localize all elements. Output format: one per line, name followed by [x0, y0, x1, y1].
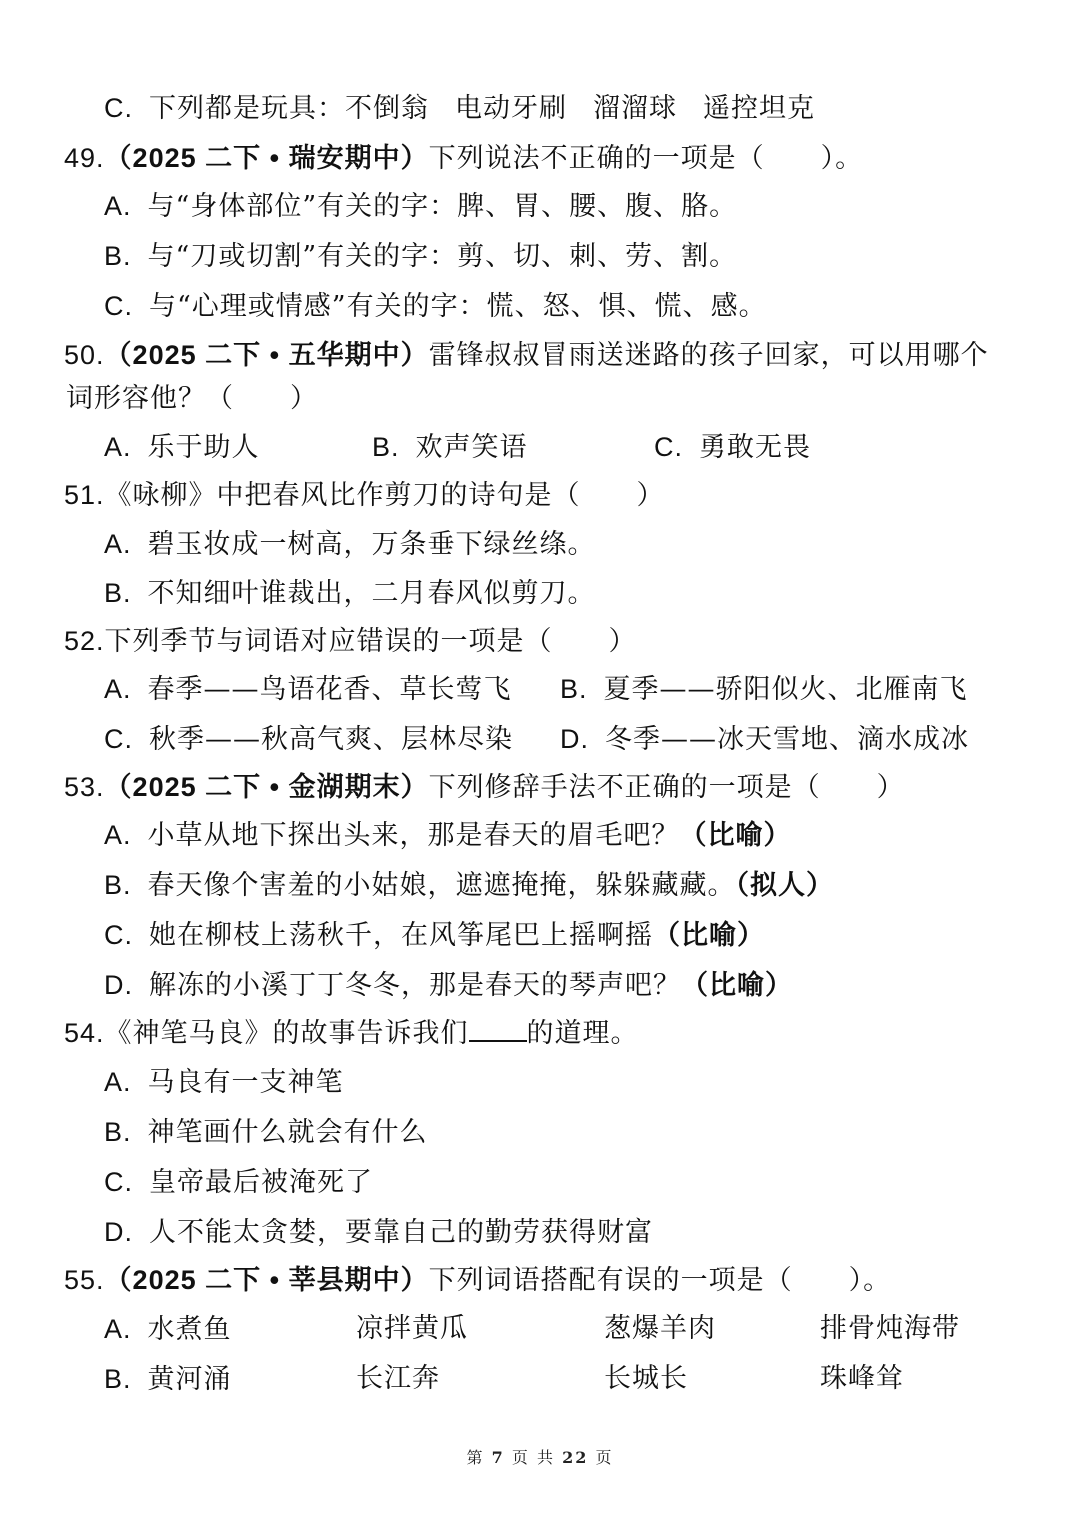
option-c-q52: [104, 721, 513, 758]
option-a-q54: [104, 1064, 344, 1101]
option-d-q54: [104, 1214, 653, 1251]
option-word: 葱爆羊肉: [604, 1313, 716, 1344]
option-text: 电动牙刷: [455, 93, 567, 124]
option-label: A.: [104, 191, 132, 221]
option-text: 皇帝最后被淹死了: [149, 1167, 373, 1198]
option-label: C.: [104, 1167, 133, 1197]
question-50-continued: [66, 381, 318, 417]
question-50: [64, 337, 989, 374]
question-number: 55.: [64, 1265, 105, 1295]
option-text: 黄河涌: [147, 1364, 232, 1395]
option-b-q54: [104, 1114, 428, 1151]
option-text: 马良有一支神笔: [147, 1067, 344, 1098]
option-a-q50: [104, 429, 260, 466]
option-label: C.: [104, 724, 133, 754]
question-text: 下列修辞手法不正确的一项是（ ）: [428, 772, 905, 803]
question-source: （2025 二下 • 金湖期末）: [104, 772, 429, 802]
question-source: （2025 二下 • 莘县期中）: [104, 1265, 429, 1295]
footer-text: 页: [595, 1448, 614, 1467]
question-text: 下列说法不正确的一项是（ ）。: [428, 143, 864, 174]
option-a-q51: [104, 526, 596, 563]
option-label: D.: [104, 970, 133, 1000]
rhetoric-tag: （比喻）: [681, 970, 793, 1001]
option-label: A.: [104, 820, 132, 850]
option-b-q50: [372, 429, 528, 466]
option-text: 春季——鸟语花香、草长莺飞: [147, 674, 512, 705]
option-text: 与“身体部位”有关的字：脾、胃、腰、腹、胳。: [147, 191, 738, 222]
option-b-q55: [104, 1361, 232, 1398]
option-b-q51: [104, 575, 596, 612]
option-text: 溜溜球: [593, 93, 677, 124]
option-text: 遥控坦克: [703, 93, 815, 124]
option-d-q52: [560, 721, 969, 758]
option-label: C.: [654, 432, 683, 462]
option-text: 人不能太贪婪，要靠自己的勤劳获得财富: [149, 1217, 653, 1248]
option-d-q53: [104, 967, 793, 1004]
option-text: 她在柳枝上荡秋千，在风筝尾巴上摇啊摇: [149, 920, 653, 951]
option-b-q52: [560, 671, 968, 708]
option-label: B.: [104, 578, 132, 608]
option-label: A.: [104, 1067, 132, 1097]
option-label: B.: [560, 674, 588, 704]
option-label: B.: [372, 432, 400, 462]
question-text: 下列季节与词语对应错误的一项是（ ）: [104, 626, 637, 657]
question-number: 49.: [64, 143, 105, 173]
question-text: 的道理。: [526, 1018, 639, 1049]
page-footer: [0, 1445, 1080, 1468]
option-text: 乐于助人: [147, 432, 260, 463]
question-52: [64, 623, 637, 660]
option-text: 下列都是玩具：不倒翁: [149, 93, 429, 124]
option-word: 珠峰耸: [820, 1363, 904, 1394]
option-c-q53: [104, 917, 765, 954]
question-51: [64, 477, 665, 514]
rhetoric-tag: （比喻）: [679, 820, 792, 851]
question-55: [64, 1262, 891, 1299]
option-label: C.: [104, 291, 133, 321]
option-a-q52: [104, 671, 512, 708]
option-c-q50: [654, 429, 811, 466]
option-label: B.: [104, 241, 132, 271]
option-text: 冬季——冰天雪地、滴水成冰: [605, 724, 969, 755]
option-word: 凉拌黄瓜: [356, 1313, 468, 1344]
total-pages: 22: [562, 1448, 589, 1467]
option-text: 神笔画什么就会有什么: [147, 1117, 428, 1148]
option-b-q49: [104, 238, 737, 275]
question-source: （2025 二下 • 瑞安期中）: [104, 143, 429, 173]
option-label: B.: [104, 870, 132, 900]
option-label: A.: [104, 1314, 132, 1344]
option-word: 长江奔: [356, 1363, 440, 1394]
question-text: 《咏柳》中把春风比作剪刀的诗句是（ ）: [104, 480, 665, 511]
option-c-q49: [104, 288, 767, 325]
option-label: A.: [104, 674, 132, 704]
question-text: 词形容他？（ ）: [66, 383, 318, 414]
option-text: 与“刀或切割”有关的字：剪、切、刺、劳、割。: [147, 241, 738, 272]
option-label: C.: [104, 920, 133, 950]
option-label: C.: [104, 93, 133, 123]
question-number: 54.: [64, 1018, 105, 1048]
option-text: 小草从地下探出头来，那是春天的眉毛吧？: [147, 820, 680, 851]
page-number: 7: [491, 1448, 505, 1467]
rhetoric-tag: （拟人）: [735, 870, 835, 901]
option-c-q54: [104, 1164, 373, 1201]
option-a-q55: [104, 1311, 232, 1348]
option-b-q53: [104, 867, 834, 904]
option-label: D.: [560, 724, 589, 754]
option-text: 不知细叶谁裁出，二月春风似剪刀。: [147, 578, 596, 609]
footer-text: 页 共: [511, 1448, 555, 1467]
answer-blank[interactable]: [469, 1016, 527, 1042]
option-label: D.: [104, 1217, 133, 1247]
option-word: 长城长: [604, 1363, 688, 1394]
question-text: 《神笔马良》的故事告诉我们: [104, 1018, 469, 1049]
question-number: 50.: [64, 340, 105, 370]
question-source: （2025 二下 • 五华期中）: [104, 340, 429, 370]
option-label: B.: [104, 1117, 132, 1147]
option-text: 勇敢无畏: [699, 432, 811, 463]
option-a-q53: [104, 817, 792, 854]
option-label: A.: [104, 432, 132, 462]
question-53: [64, 769, 905, 806]
option-a-q49: [104, 188, 737, 225]
option-text: 解冻的小溪丁丁冬冬，那是春天的琴声吧？: [149, 970, 681, 1001]
question-number: 52.: [64, 626, 105, 656]
option-text: 碧玉妆成一树高，万条垂下绿丝绦。: [147, 529, 596, 560]
option-text: 水煮鱼: [147, 1314, 232, 1345]
question-text: 下列词语搭配有误的一项是（ ）。: [428, 1265, 892, 1296]
option-text: 欢声笑语: [415, 432, 528, 463]
question-54: [64, 1015, 639, 1052]
option-text: 春天像个害羞的小姑娘，遮遮掩掩，躲躲藏藏。: [147, 870, 736, 901]
footer-text: 第: [466, 1448, 485, 1467]
question-number: 53.: [64, 772, 105, 802]
option-label: A.: [104, 529, 132, 559]
option-text: 与“心理或情感”有关的字：慌、怒、惧、慌、感。: [149, 291, 767, 322]
rhetoric-tag: （比喻）: [653, 920, 765, 951]
option-text: 夏季——骄阳似火、北雁南飞: [603, 674, 968, 705]
option-c-q48: [104, 90, 815, 127]
question-text: 雷锋叔叔冒雨送迷路的孩子回家，可以用哪个: [428, 340, 989, 371]
question-number: 51.: [64, 480, 105, 510]
option-text: 秋季——秋高气爽、层林尽染: [149, 724, 513, 755]
option-word: 排骨炖海带: [820, 1313, 960, 1344]
question-49: [64, 140, 863, 177]
option-label: B.: [104, 1364, 132, 1394]
